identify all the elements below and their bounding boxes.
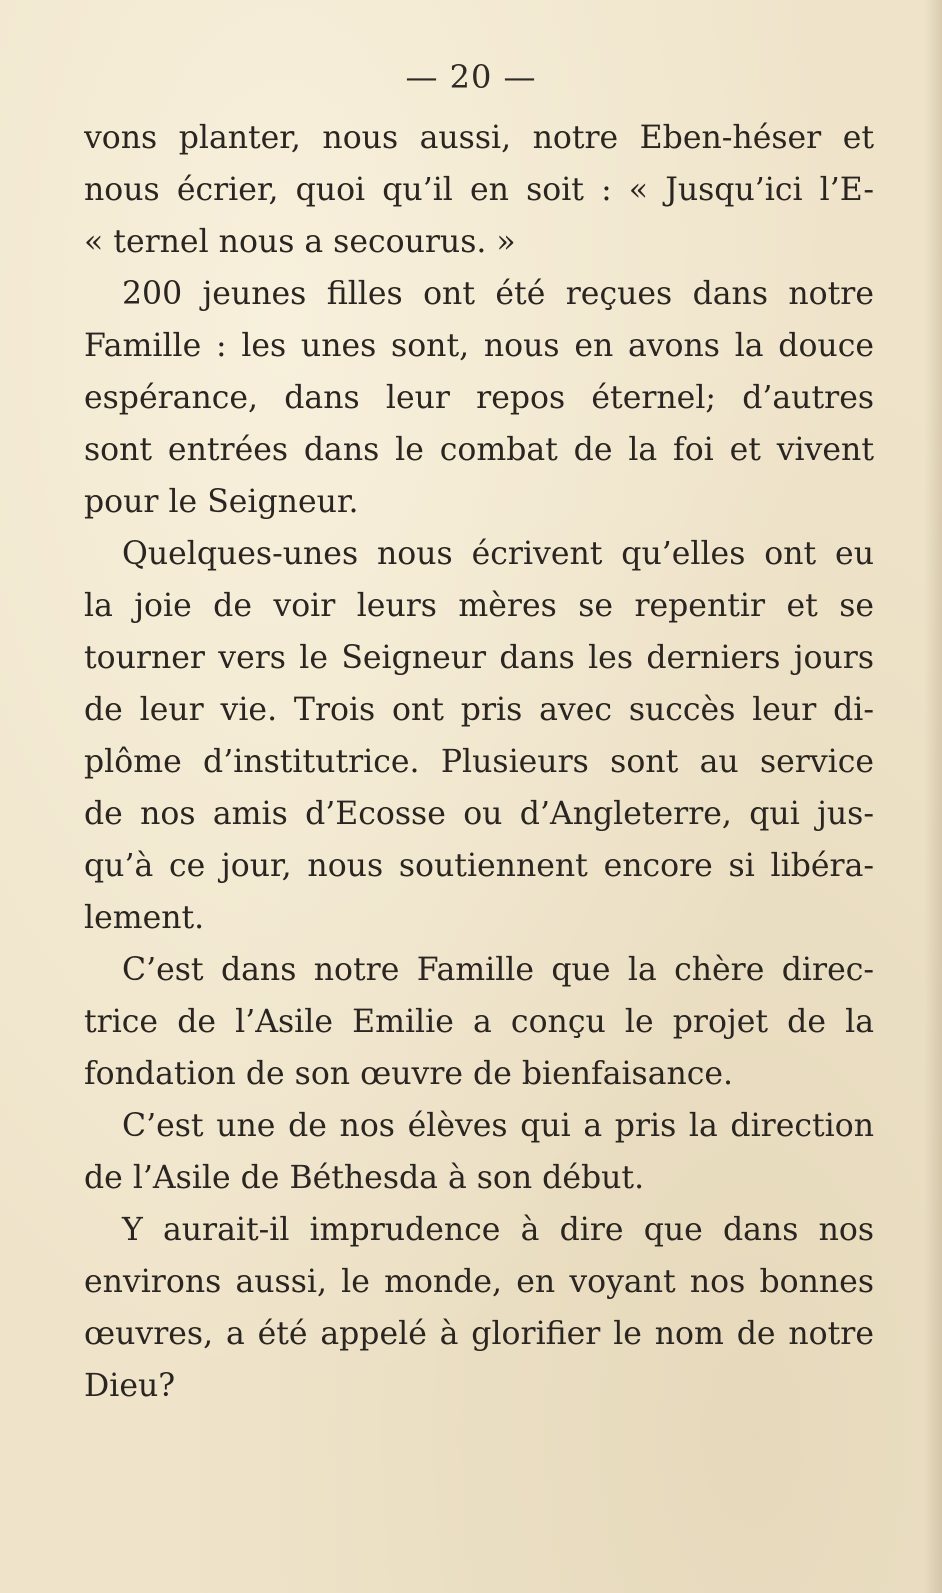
text-line: nous écrier, quoi qu’il en soit : « Jusqu’ici l’E- [84,172,874,208]
text-line: C’est une de nos élèves qui a pris la direction [122,1108,874,1144]
text-line: trice de l’Asile Emilie a conçu le projet de la [84,1004,874,1040]
text-line: 200 jeunes filles ont été reçues dans notre [122,276,874,312]
text-line: de nos amis d’Ecosse ou d’Angleterre, qui jus- [84,796,874,832]
text-line: vons planter, nous aussi, notre Eben-héser et [84,120,874,156]
text-line: la joie de voir leurs mères se repentir et se [84,588,874,624]
body-text [84,112,874,1412]
text-line: fondation de son œuvre de bienfaisance. [84,1056,734,1092]
text-line: sont entrées dans le combat de la foi et vivent [84,432,874,468]
text-line: Y aurait-il imprudence à dire que dans nos [122,1212,874,1248]
text-line: pour le Seigneur. [84,484,359,520]
text-line: Quelques-unes nous écrivent qu’elles ont eu [122,536,874,572]
text-line: de leur vie. Trois ont pris avec succès leur di- [84,692,874,728]
text-line: qu’à ce jour, nous soutiennent encore si libéra- [84,848,874,884]
text-line: « ternel nous a secourus. » [84,224,516,260]
text-line: tourner vers le Seigneur dans les derniers jours [84,640,874,676]
page-edge-shadow [924,0,942,1593]
text-line: plôme d’institutrice. Plusieurs sont au service [84,744,874,780]
text-line: C’est dans notre Famille que la chère direc- [122,952,874,988]
text-line: Famille : les unes sont, nous en avons la douce [84,328,874,364]
text-line: espérance, dans leur repos éternel; d’autres [84,380,874,416]
text-line: lement. [84,900,205,936]
text-line: œuvres, a été appelé à glorifier le nom de notre [84,1316,874,1352]
text-line: de l’Asile de Béthesda à son début. [84,1160,645,1196]
text-line: Dieu? [84,1368,176,1404]
text-line: environs aussi, le monde, en voyant nos bonnes [84,1264,874,1300]
page-number: — 20 — [405,58,537,96]
